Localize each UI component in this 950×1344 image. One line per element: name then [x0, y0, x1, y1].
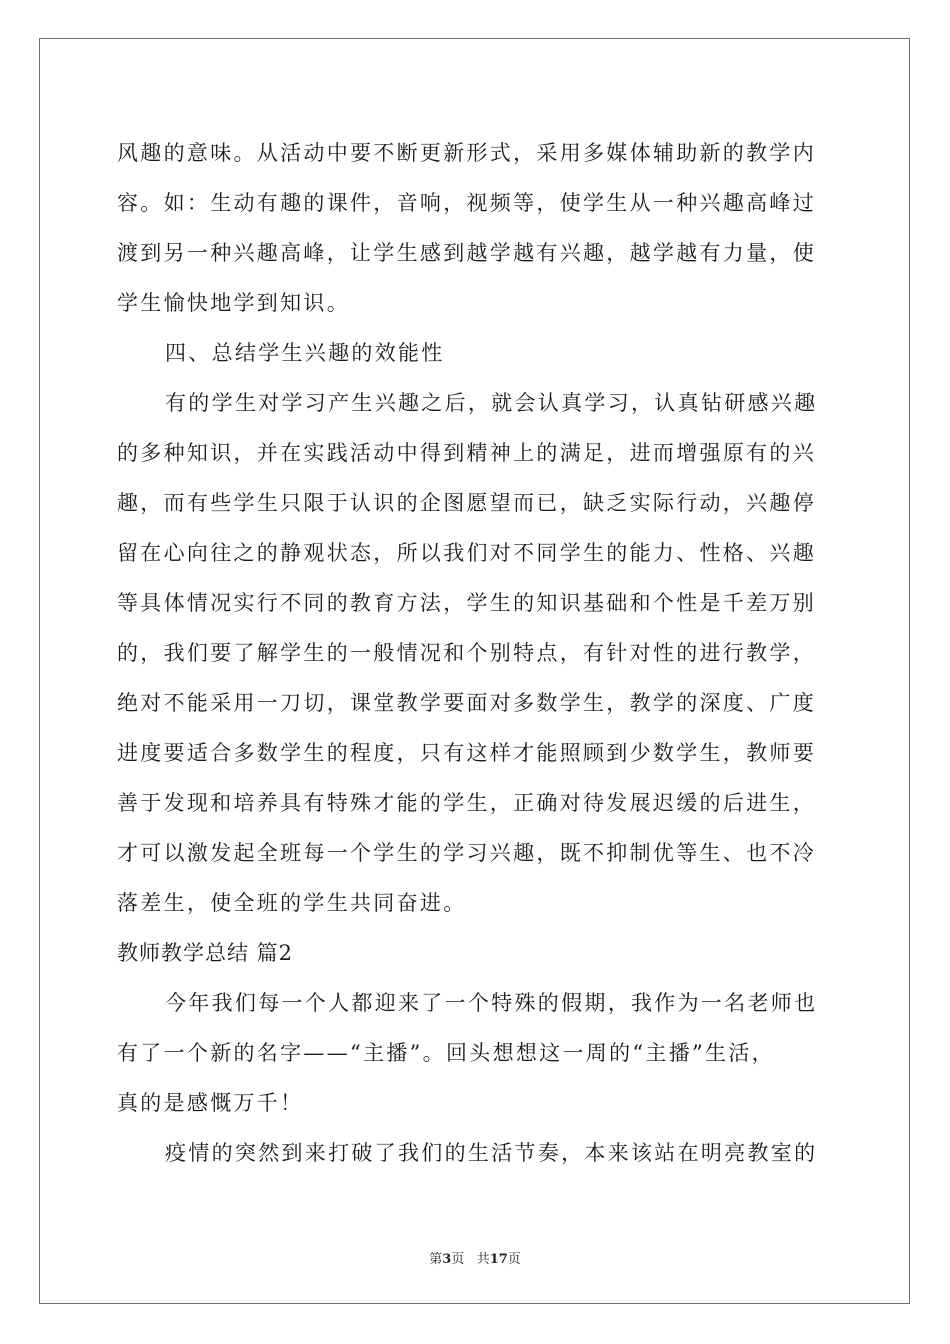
- text-line: 进度要适合多数学生的程度，只有这样才能照顾到少数学生，教师要: [117, 741, 816, 765]
- footer-total-suffix: 页: [507, 1252, 521, 1267]
- text-line: 的多种知识，并在实践活动中得到精神上的满足，进而增强原有的兴: [117, 441, 816, 465]
- text-line: 四、总结学生兴趣的效能性: [165, 341, 445, 365]
- text-line: 才可以激发起全班每一个学生的学习兴趣，既不抑制优等生、也不冷: [117, 841, 816, 865]
- text-line: 今年我们每一个人都迎来了一个特殊的假期，我作为一名老师也: [165, 991, 818, 1015]
- section-heading: 教师教学总结 篇2: [117, 941, 294, 965]
- page-footer: [0, 1248, 950, 1267]
- text-line: 容。如：生动有趣的课件，音响，视频等，使学生从一种兴趣高峰过: [117, 191, 816, 215]
- text-line: 学生愉快地学到知识。: [117, 291, 350, 315]
- text-line: 有了一个新的名字——“主播”。回头想想这一周的“主播”生活，: [117, 1041, 775, 1065]
- text-line: 留在心向往之的静观状态，所以我们对不同学生的能力、性格、兴趣: [117, 541, 816, 565]
- text-line: 善于发现和培养具有特殊才能的学生，正确对待发展迟缓的后进生，: [117, 791, 816, 815]
- text-line: 有的学生对学习产生兴趣之后，就会认真学习，认真钻研感兴趣: [165, 391, 818, 415]
- total-page-count: 17: [489, 1252, 508, 1267]
- footer-prefix: 第: [429, 1252, 443, 1267]
- text-line: 疫情的突然到来打破了我们的生活节奏，本来该站在明亮教室的: [165, 1141, 818, 1165]
- current-page-number: 3: [442, 1252, 452, 1267]
- text-line: 趣，而有些学生只限于认识的企图愿望而已，缺乏实际行动，兴趣停: [117, 491, 816, 515]
- text-line: 落差生，使全班的学生共同奋进。: [117, 891, 467, 915]
- text-line: 绝对不能采用一刀切，课堂教学要面对多数学生，教学的深度、广度: [117, 691, 816, 715]
- text-line: 等具体情况实行不同的教育方法，学生的知识基础和个性是千差万别: [117, 591, 816, 615]
- footer-page-suffix: 页: [451, 1252, 465, 1267]
- text-line: 真的是感慨万千！: [117, 1091, 304, 1115]
- text-line: 的，我们要了解学生的一般情况和个别特点，有针对性的进行教学，: [117, 641, 816, 665]
- document-body: [117, 128, 833, 1178]
- text-line: 渡到另一种兴趣高峰，让学生感到越学越有兴趣，越学越有力量，使: [117, 241, 816, 265]
- footer-total-prefix: 共: [476, 1252, 490, 1267]
- text-line: 风趣的意味。从活动中要不断更新形式，采用多媒体辅助新的教学内: [117, 141, 816, 165]
